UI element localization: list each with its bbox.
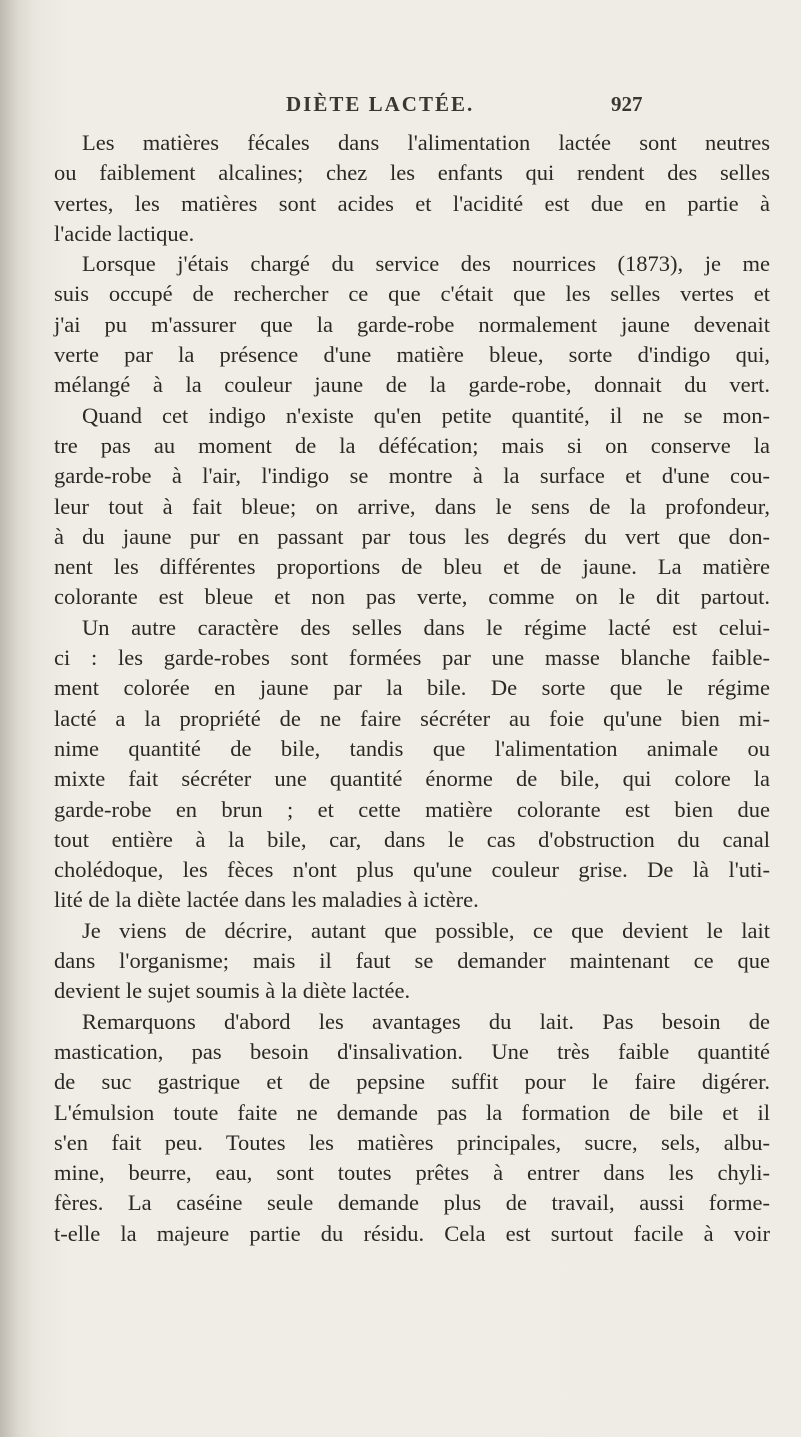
text-line: fères. La caséine seule demande plus de travail, aussi forme- <box>54 1190 770 1216</box>
text-line: à du jaune pur en passant par tous les degrés du vert que don- <box>54 523 770 549</box>
text-line: ci : les garde-robes sont formées par une masse blanche faible- <box>54 645 770 671</box>
running-title: DIÈTE LACTÉE. <box>286 92 475 116</box>
text-line: garde-robe en brun ; et cette matière colorante est bien due <box>54 796 770 822</box>
text-line: ou faiblement alcalines; chez les enfants qui rendent des selles <box>54 160 770 186</box>
text-line: Quand cet indigo n'existe qu'en petite quantité, il ne se mon- <box>82 402 770 428</box>
text-line: mélangé à la couleur jaune de la garde-robe, donnait du vert. <box>54 372 770 398</box>
text-line: lacté a la propriété de ne faire sécréter au foie qu'une bien mi- <box>54 705 770 731</box>
text-line: t-elle la majeure partie du résidu. Cela est surtout facile à voir <box>54 1220 770 1246</box>
text-line: Un autre caractère des selles dans le régime lacté est celui- <box>82 614 770 640</box>
running-head <box>0 92 801 122</box>
text-line: mastication, pas besoin d'insalivation. Une très faible quantité <box>54 1038 770 1064</box>
text-line: Remarquons d'abord les avantages du lait. Pas besoin de <box>82 1008 770 1034</box>
text-line: de suc gastrique et de pepsine suffit pour le faire digérer. <box>54 1069 770 1095</box>
text-line: devient le sujet soumis à la diète lactée. <box>54 978 411 1004</box>
text-line: j'ai pu m'assurer que la garde-robe normalement jaune devenait <box>54 311 770 337</box>
text-line: ment colorée en jaune par la bile. De sorte que le régime <box>54 675 770 701</box>
text-line: tout entière à la bile, car, dans le cas d'obstruction du canal <box>54 826 770 852</box>
text-line: dans l'organisme; mais il faut se demander maintenant ce que <box>54 948 770 974</box>
text-line: lité de la diète lactée dans les maladies à ictère. <box>54 887 479 913</box>
body-text <box>54 128 770 1249</box>
text-line: tre pas au moment de la défécation; mais si on conserve la <box>54 432 770 458</box>
text-line: Je viens de décrire, autant que possible, ce que devient le lait <box>82 917 770 943</box>
text-line: vertes, les matières sont acides et l'acidité est due en partie à <box>54 190 770 216</box>
text-line: L'émulsion toute faite ne demande pas la formation de bile et il <box>54 1099 770 1125</box>
text-line: l'acide lactique. <box>54 220 195 246</box>
gutter-shadow <box>0 0 40 1437</box>
text-line: Lorsque j'étais chargé du service des nourrices (1873), je me <box>82 251 770 277</box>
text-line: leur tout à fait bleue; on arrive, dans le sens de la profondeur, <box>54 493 770 519</box>
text-line: colorante est bleue et non pas verte, comme on le dit partout. <box>54 584 770 610</box>
page-number: 927 <box>611 92 643 116</box>
text-line: Les matières fécales dans l'alimentation lactée sont neutres <box>82 130 770 155</box>
text-line: nime quantité de bile, tandis que l'alimentation animale ou <box>54 735 770 761</box>
text-line: cholédoque, les fèces n'ont plus qu'une couleur grise. De là l'uti- <box>54 857 770 883</box>
text-line: mine, beurre, eau, sont toutes prêtes à entrer dans les chyli- <box>54 1160 770 1186</box>
text-line: garde-robe à l'air, l'indigo se montre à la surface et d'une cou- <box>54 463 770 489</box>
text-line: verte par la présence d'une matière bleue, sorte d'indigo qui, <box>54 342 770 368</box>
text-line: mixte fait sécréter une quantité énorme de bile, qui colore la <box>54 766 770 792</box>
text-line: s'en fait peu. Toutes les matières principales, sucre, sels, albu- <box>54 1129 770 1155</box>
text-line: nent les différentes proportions de bleu et de jaune. La matière <box>54 554 770 580</box>
text-line: suis occupé de rechercher ce que c'était que les selles vertes et <box>54 281 770 307</box>
